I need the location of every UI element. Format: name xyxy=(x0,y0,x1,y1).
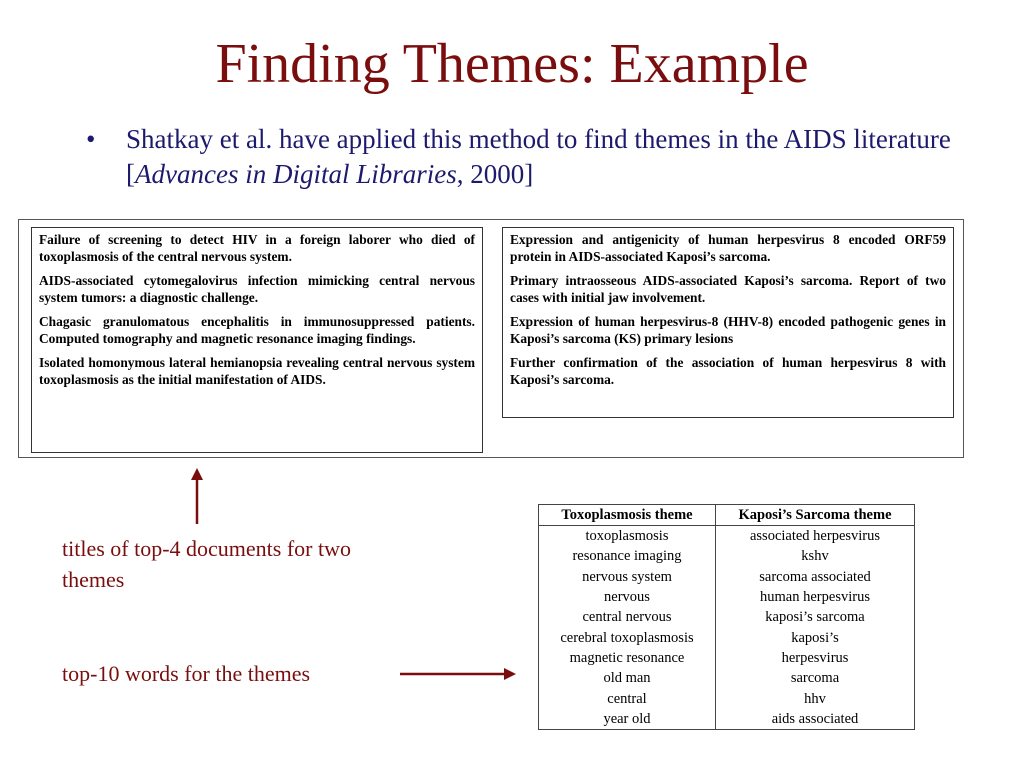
table-cell: herpesvirus xyxy=(716,648,915,668)
documents-figure xyxy=(18,219,964,458)
words-caption: top-10 words for the themes xyxy=(62,661,311,686)
table-cell: hhv xyxy=(716,688,915,708)
up-arrow-icon xyxy=(186,468,208,524)
table-cell: sarcoma associated xyxy=(716,567,915,587)
table-cell: aids associated xyxy=(716,709,915,730)
table-cell: sarcoma xyxy=(716,668,915,688)
table-cell: year old xyxy=(539,709,716,730)
table-row xyxy=(539,546,915,566)
right-arrow-icon xyxy=(400,663,516,685)
table-row xyxy=(539,668,915,688)
table-cell: kaposi’s sarcoma xyxy=(716,607,915,627)
table-cell: nervous xyxy=(539,587,716,607)
table-cell: human herpesvirus xyxy=(716,587,915,607)
table-row xyxy=(539,607,915,627)
table-row xyxy=(539,526,915,547)
table-cell: toxoplasmosis xyxy=(539,526,716,547)
document-title: Chagasic granulomatous encephalitis in immunosuppressed patients. Computed tomography and magnetic resonance imaging findings. xyxy=(39,314,475,346)
table-header-row xyxy=(539,505,915,526)
table-row xyxy=(539,567,915,587)
document-title: Expression of human herpesvirus-8 (HHV-8) encoded pathogenic genes in Kaposi’s sarcoma (KS) primary lesions xyxy=(510,314,946,346)
bullet-text-before: Shatkay et al. have applied this method to find themes in the AIDS literature [ xyxy=(126,124,951,190)
toxoplasmosis-documents-box xyxy=(31,227,483,453)
table-row xyxy=(539,648,915,668)
table-cell: kaposi’s xyxy=(716,627,915,647)
table-cell: associated herpesvirus xyxy=(716,526,915,547)
document-title: Expression and antigenicity of human herpesvirus 8 encoded ORF59 protein in AIDS-associated Kaposi’s sarcoma. xyxy=(510,232,946,264)
theme-words-table xyxy=(538,504,915,730)
table-cell: resonance imaging xyxy=(539,546,716,566)
table-row xyxy=(539,709,915,730)
table-row xyxy=(539,627,915,647)
document-title: Failure of screening to detect HIV in a foreign laborer who died of toxoplasmosis of the central nervous system. xyxy=(39,232,475,264)
table-cell: cerebral toxoplasmosis xyxy=(539,627,716,647)
table-cell: kshv xyxy=(716,546,915,566)
table-cell: old man xyxy=(539,668,716,688)
table-cell: central xyxy=(539,688,716,708)
table-header: Toxoplasmosis theme xyxy=(539,505,716,526)
table-row xyxy=(539,587,915,607)
table-cell: magnetic resonance xyxy=(539,648,716,668)
table-row xyxy=(539,688,915,708)
table-header: Kaposi’s Sarcoma theme xyxy=(716,505,915,526)
bullet-point xyxy=(86,122,986,192)
bullet-marker: • xyxy=(86,124,96,154)
titles-caption: titles of top-4 documents for two themes xyxy=(62,536,352,592)
document-title: Further confirmation of the association of human herpesvirus 8 with Kaposi’s sarcoma. xyxy=(510,355,946,387)
document-title: Primary intraosseous AIDS-associated Kaposi’s sarcoma. Report of two cases with initial jaw involvement. xyxy=(510,273,946,305)
bullet-text xyxy=(126,122,986,192)
bullet-text-after: , 2000] xyxy=(456,159,534,190)
bullet-venue: Advances in Digital Libraries xyxy=(135,159,457,190)
slide-title: Finding Themes: Example xyxy=(215,33,809,95)
document-title: AIDS-associated cytomegalovirus infection mimicking central nervous system tumors: a diagnostic challenge. xyxy=(39,273,475,305)
table-cell: central nervous xyxy=(539,607,716,627)
document-title: Isolated homonymous lateral hemianopsia revealing central nervous system toxoplasmosis as the initial manifestation of AIDS. xyxy=(39,355,475,387)
table-cell: nervous system xyxy=(539,567,716,587)
kaposi-documents-box xyxy=(502,227,954,418)
